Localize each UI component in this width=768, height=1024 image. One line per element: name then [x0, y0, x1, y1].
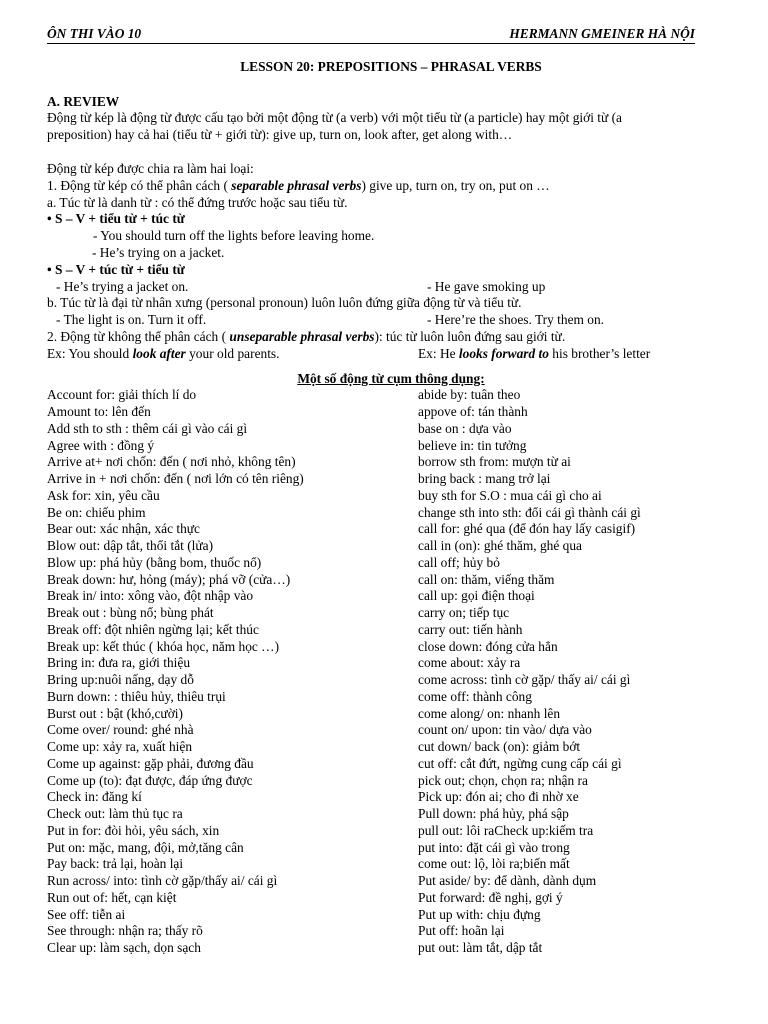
verb-entry: Pull down: phá hủy, phá sập	[418, 806, 569, 822]
verb-entry: count on/ upon: tin vào/ dựa vào	[418, 722, 592, 738]
verb-entry: Blow out: dập tắt, thổi tắt (lửa)	[47, 538, 214, 554]
verb-entry: Put on: mặc, mang, đội, mở,tăng cân	[47, 839, 244, 855]
verb-entry: pick out; chọn, chọn ra; nhận ra	[418, 772, 588, 788]
rule-b-line: b. Túc từ là đại từ nhân xưng (personal pronoun) luôn luôn đứng giữa động từ và tiểu từ.	[47, 295, 522, 311]
verb-entry: Blow up: phá hủy (bằng bom, thuốc nổ)	[47, 554, 262, 570]
verb-entry: Check out: làm thủ tục ra	[47, 806, 183, 822]
verb-entry: Come up (to): đạt được, đáp ứng được	[47, 772, 253, 788]
verb-entry: call for: ghé qua (để đón hay lấy casigif)	[418, 521, 636, 537]
example-row-4	[47, 312, 715, 329]
verbs-column-left	[47, 387, 418, 957]
verb-entry: call off; hủy bỏ	[418, 554, 500, 570]
verb-entry: Account for: giải thích lí do	[47, 387, 197, 403]
verb-entry: appove of: tán thành	[418, 404, 528, 420]
section-heading-review: A. REVIEW	[47, 93, 120, 109]
verb-entry: Burst out : bật (khó,cười)	[47, 705, 183, 721]
ex5-right-post: his brother’s letter	[548, 345, 651, 361]
verb-entry: Come up: xảy ra, xuất hiện	[47, 739, 193, 755]
verb-entry: cut down/ back (on): giảm bớt	[418, 739, 581, 755]
verb-entry: Put off: hoãn lại	[418, 923, 505, 939]
verb-entry: Bring up:nuôi nấng, dạy dỗ	[47, 672, 194, 688]
verb-entry: carry on; tiếp tục	[418, 605, 510, 621]
verb-entry: come out: lộ, lòi ra;biến mất	[418, 856, 570, 872]
example-row-3	[47, 279, 715, 296]
lesson-title: LESSON 20: PREPOSITIONS – PHRASAL VERBS	[240, 58, 542, 74]
verb-entry: Break up: kết thúc ( khóa học, năm học …)	[47, 638, 280, 654]
verb-entry: Ask for: xin, yêu cầu	[47, 487, 160, 503]
verb-entry: Agree with : đồng ý	[47, 437, 155, 453]
verb-entry: call up: gọi điện thoại	[418, 588, 535, 604]
document-page	[47, 26, 715, 957]
verb-entry: come along/ on: nhanh lên	[418, 705, 561, 721]
intro-line-1: Động từ kép là động từ được cấu tạo bởi một động từ (a verb) với một tiểu từ (a particle) hay một giới từ (a	[47, 110, 622, 126]
ex5-right-pre: Ex: He	[418, 345, 459, 361]
example-1: - You should turn off the lights before leaving home.	[93, 228, 375, 244]
verb-entry: Come up against: gặp phải, đương đầu	[47, 755, 254, 771]
verb-entry: Add sth to sth : thêm cái gì vào cái gì	[47, 420, 248, 436]
verb-entry: call in (on): ghé thăm, ghé qua	[418, 538, 582, 554]
separable-line	[47, 178, 715, 195]
verb-entry: Bring in: đưa ra, giới thiệu	[47, 655, 191, 671]
verb-entry: Pick up: đón ai; cho đi nhờ xe	[418, 789, 579, 805]
verbs-list-title: Một số động từ cụm thông dụng:	[297, 370, 485, 386]
verb-entry: believe in: tin tưởng	[418, 437, 527, 453]
example-4-left: - The light is on. Turn it off.	[56, 312, 207, 328]
verb-entry: Put aside/ by: để dành, dành dụm	[418, 873, 597, 889]
verb-entry: Come over/ round: ghé nhà	[47, 722, 194, 738]
ex5-left-em: look after	[132, 345, 186, 361]
inseparable-pre: 2. Động từ không thể phân cách (	[47, 328, 230, 344]
verb-entry: call on: thăm, viếng thăm	[418, 571, 555, 587]
verb-entry: Arrive in + nơi chốn: đến ( nơi lớn có tên riêng)	[47, 471, 304, 487]
inseparable-term: unseparable phrasal verbs	[229, 328, 375, 344]
verb-entry: abide by: tuân theo	[418, 387, 521, 403]
verb-entry: Break out : bùng nổ; bùng phát	[47, 605, 214, 621]
inseparable-line	[47, 329, 715, 346]
inseparable-post: ): túc từ luôn luôn đứng sau giới từ.	[374, 328, 566, 344]
page-header	[47, 26, 695, 44]
separable-pre: 1. Động từ kép có thể phân cách (	[47, 177, 232, 193]
verb-entry: Burn down: : thiêu hủy, thiêu trụi	[47, 688, 226, 704]
verb-entry: cut off: cắt đứt, ngừng cung cấp cái gì	[418, 755, 622, 771]
verb-entry: Break in/ into: xông vào, đột nhập vào	[47, 588, 254, 604]
verb-entry: Amount to: lên đến	[47, 404, 151, 420]
types-line: Động từ kép được chia ra làm hai loại:	[47, 160, 254, 176]
ex5-left-pre: Ex: You should	[47, 345, 133, 361]
formula-2: • S – V + túc từ + tiểu từ	[47, 261, 185, 277]
example-4-right: - Here’re the shoes. Try them on.	[427, 312, 605, 328]
verb-entry: carry out: tiến hành	[418, 621, 523, 637]
verb-entry: pull out: lôi raCheck up:kiếm tra	[418, 822, 594, 838]
verb-entry: Pay back: trả lại, hoàn lại	[47, 856, 184, 872]
verb-entry: Check in: đăng kí	[47, 789, 142, 805]
example-3-left: - He’s trying a jacket on.	[56, 278, 189, 294]
verb-entry: come off: thành công	[418, 688, 532, 704]
ex5-right-em: looks forward to	[458, 345, 549, 361]
example-5-right	[418, 346, 715, 363]
verb-entry: change sth into sth: đổi cái gì thành cái gì	[418, 504, 641, 520]
formula-1: • S – V + tiểu từ + túc từ	[47, 211, 185, 227]
verb-entry: Be on: chiếu phim	[47, 504, 146, 520]
verb-entry: borrow sth from: mượn từ ai	[418, 454, 571, 470]
verb-entry: Clear up: làm sạch, dọn sạch	[47, 940, 201, 956]
example-3-right: - He gave smoking up	[427, 278, 546, 294]
header-left: ÔN THI VÀO 10	[47, 26, 142, 41]
verb-entry: base on : dựa vào	[418, 420, 512, 436]
verb-entry: Put forward: đề nghị, gợi ý	[418, 889, 563, 905]
intro-line-2: preposition) hay cả hai (tiểu từ + giới từ): give up, turn on, look after, get along with…	[47, 127, 513, 143]
verb-entry: close down: đóng cửa hẳn	[418, 638, 558, 654]
separable-term: separable phrasal verbs	[231, 177, 362, 193]
rule-a-line: a. Túc từ là danh từ : có thể đứng trước hoặc sau tiểu từ.	[47, 194, 348, 210]
separable-post: ) give up, turn on, try on, put on …	[361, 177, 550, 193]
verb-entry: Bear out: xác nhận, xác thực	[47, 521, 201, 537]
verbs-column-right	[418, 387, 715, 957]
verb-entry: Run out of: hết, cạn kiệt	[47, 889, 177, 905]
verb-entry: Arrive at+ nơi chốn: đến ( nơi nhỏ, không tên)	[47, 454, 296, 470]
verb-entry: See through: nhận ra; thấy rõ	[47, 923, 203, 939]
verb-entry: Put in for: đòi hỏi, yêu sách, xin	[47, 822, 220, 838]
verb-entry: Put up with: chịu đựng	[418, 906, 541, 922]
verb-entry: buy sth for S.O : mua cái gì cho ai	[418, 487, 602, 503]
verb-entry: put out: làm tắt, dập tắt	[418, 940, 543, 956]
verb-entry: Break off: đột nhiên ngừng lại; kết thúc	[47, 621, 259, 637]
verb-entry: See off: tiễn ai	[47, 906, 126, 922]
verb-entry: come across: tình cờ gặp/ thấy ai/ cái gì	[418, 672, 631, 688]
verb-entry: put into: đặt cái gì vào trong	[418, 839, 570, 855]
example-5-left	[47, 346, 418, 363]
example-2: - He’s trying on a jacket.	[92, 244, 225, 260]
verb-entry: come about: xảy ra	[418, 655, 521, 671]
ex5-left-post: your old parents.	[185, 345, 280, 361]
verb-entry: bring back : mang trở lại	[418, 471, 551, 487]
header-right: HERMANN GMEINER HÀ NỘI	[509, 26, 695, 41]
verb-entry: Break down: hư, hỏng (máy); phá vỡ (cửa…)	[47, 571, 291, 587]
verb-entry: Run across/ into: tình cờ gặp/thấy ai/ cái gì	[47, 873, 278, 889]
phrasal-verbs-list	[47, 387, 715, 957]
example-row-5	[47, 346, 715, 363]
